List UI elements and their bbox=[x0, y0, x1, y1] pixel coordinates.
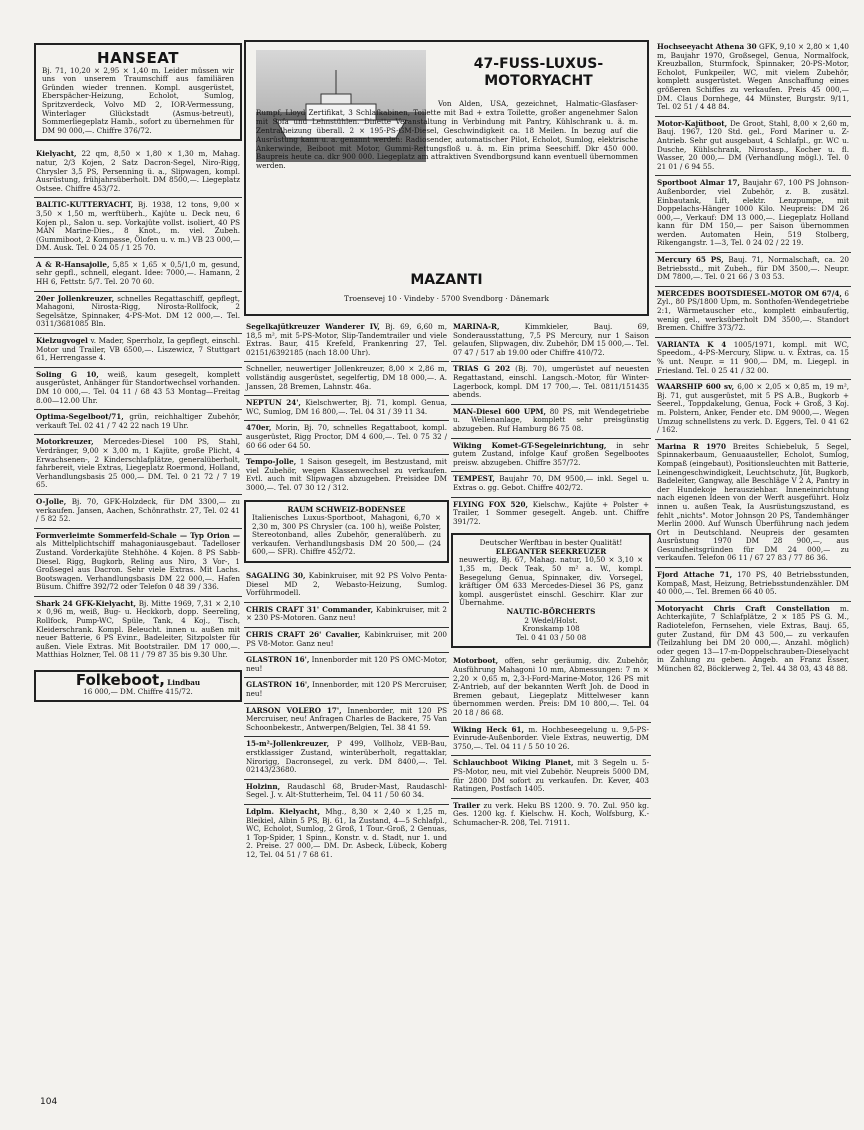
ad-text: Kabinkruiser, mit 200 PS V8-Motor. Ganz neu! bbox=[246, 630, 447, 648]
ad-text: 22 qm, 8,50 × 1,80 × 1,30 m, Mahag. natur, 2/3 Kojen, 2 Satz Dacron-Segel, Niro-Rigg, Chrysler 3,5 PS, Persenning ü. a., Slipwagen, kompl. Ausrüstung, frühjahrsüberholt. DM 8500,—. Liegeplatz Ostsee. Chiffre 453/72. bbox=[36, 149, 240, 193]
ad-text: 1005/1971, kompl. mit WC, Speedom., 4-PS-Mercury, Slipw. u. v. Extras, ca. 15 % unt. Neupr. = 11 900,— DM, m. Liegepl. in Friesland. Tel. 0 25 41 / 32 00. bbox=[657, 339, 849, 375]
hanseat-body: Bj. 71, 10,20 × 2,95 × 1,40 m. Leider müssen wir uns von unserem Traumschiff aus familiären Gründen wieder trennen. Kompl. ausgerüstet, Eberspächer-Heizung, Echolot, Sumlog, Spritzverdeck, Volvo MD 2, IOR-Vermessung, Winterlager Glückstadt (Asmus-betreut), Sommerliegeplatz Hamb., sofort zu übernehmen für DM 90 000,—. Chiffre 376/72. bbox=[42, 65, 234, 135]
ad-text: offen, sehr geräumig, div. Zubehör, Ausführung Mahagoni 10 mm, Abmessungen: 7 m × 2,20 × 0,65 m, 2,3-l-Ford-Marine-Motor, 126 PS mit Z-Antrieb, auf der bekannten Werft Joh. de Dood in Bremen gebaut, Liegeplatz Mittelweser kann übernommen werden. Preis: DM 10 800,—. Tel. 04 20 18 / 86 68. bbox=[453, 656, 649, 717]
classified-ad bbox=[244, 678, 449, 703]
ad-text: Bj. Mitte 1969, 7,31 × 2,10 × 0,96 m, weiß, Bug- u. Heckkorb, dopp. Seereling, Rollfock, Pump-WC, Spüle, Tank, 4 Koj., Tisch, Kleiderschrank. Kompl. Beleucht. innen u. außen mit neuer Batterie, 6 PS Evinr., Badeleiter, Sitzpolster für außen. Viele Extras. Mit Bootstrailer. DM 17 000,—. Matthias Holzner, Tel. 08 11 / 79 87 35 bis 9.30 Uhr. bbox=[36, 598, 240, 660]
classified-ad bbox=[655, 253, 851, 287]
folkeboot-text: 16 000,— DM. Chiffre 415/72. bbox=[83, 686, 193, 696]
classified-ad bbox=[655, 287, 851, 338]
col4-ads bbox=[655, 40, 851, 678]
ad-text: m. Hochbeseegelung u. 9,5-PS-Evinrude-Außenborder. Viele Extras, neuwertig, DM 3750,—. Tel. 04 11 / 5 50 10 26. bbox=[453, 724, 649, 751]
column-2 bbox=[244, 320, 449, 864]
col3-ads bbox=[451, 320, 651, 530]
classified-ad bbox=[451, 439, 651, 473]
classified-ad bbox=[244, 704, 449, 738]
classified-ad bbox=[34, 147, 242, 198]
ad-text: Bj. 70, GFK-Holzdeck, für DM 3300,— zu verkaufen. Jansen, Aachen, Schönrathstr. 27, Tel. 02 41 / 5 82 52. bbox=[36, 496, 240, 524]
ad-text: Innenborder mit 120 PS OMC-Motor, neu! bbox=[246, 655, 447, 673]
swiss-ad bbox=[244, 500, 449, 564]
classified-ad bbox=[34, 368, 242, 410]
classified-ad bbox=[34, 597, 242, 664]
ad-title: O-Jolle, bbox=[36, 496, 67, 506]
classified-ad bbox=[244, 653, 449, 678]
ad-text: Kabinkruiser, mit 2 × 230 PS-Motoren. Ganz neu! bbox=[246, 604, 447, 623]
ad-text: 6,00 × 2,05 × 0,85 m, 19 m², Bj. 71, gut ausgerüstet, mit 5 PS A.B., Bugkorb + Seerel., Toppdakelung, Genua, Fock + Groß, 3 Koj. m. Polstern, Anker, Fender etc. DM 9000,—. Wegen Umzug schnellstens zu verk. D. Eggers, Tel. 0 41 62 / 162. bbox=[657, 382, 850, 435]
werft-addr2: Kronskamp 108 bbox=[522, 624, 580, 634]
ad-title: Sportboot Almar 17, bbox=[657, 178, 740, 188]
ad-title: 15-m²-Jollenkreuzer, bbox=[246, 739, 330, 749]
ad-title: Fjord Attache 71, bbox=[657, 570, 733, 580]
ad-text: 5,85 × 1,65 × 0,5/1,0 m, gesund, sehr gepfl., schnell, elegant. Idee: 7000,—. Hamann, 2 HH 6, Fettstr. 5/7. Tel. 20 70 60. bbox=[36, 259, 240, 287]
classified-ad bbox=[655, 117, 851, 177]
classified-ad bbox=[451, 498, 651, 531]
werft-text: neuwertig, Bj. 67, Mahag. natur, 10,50 × 3,10 × 1,35 m, Deck Teak, 50 m² a. W., kompl. Besegelung Genua, Spinnaker, div. Vorsegel, kräftiger OM 633 Mercedes-Diesel 36 PS, ganz kompl. ausgerüstet einschl. Geschirr. Klar zur Übernahme. bbox=[459, 555, 643, 608]
ad-text: Breites Schiebeluk, 5 Segel, Spinnakerbaum, Genuaausteller, Echolot, Sumlog, Kompaß (eingebaut), Positionsleuchten mit Batterie, Leinengeschwindigkeit, Leuchtschutz, Jüt, Bugkorb, Badeleiter, Gangway, alle Beschläge V 2 A, Pantry in der Hundekoje herausziehbar. Inneneinrichtung nach eigenen Ideen von der Werft ausgeführt. Holz innen u. außen Teak, Ia Ausrüstungszustand, es fehlt „nichts". Motor Johnson 20 PS, Tandemhänger Merlin 2000. Auf Wunsch Überführung nach jedem Ort in Deutschland. Neupreis der gesamten Ausrüstung 1970 DM 28 900,—, aus Gesundheitsgründen für DM 24 000,— zu verkaufen. Telefon 06 11 / 67 27 83 / 77 86 36. bbox=[657, 441, 849, 563]
ad-text: weiß, kaum gesegelt, komplett ausgerüstet, Anhänger für Standortwechsel vorhanden. DM 10 000,—. Tel. 04 11 / 68 43 53 Montag—Freitag 8.00—12.00 Uhr. bbox=[36, 369, 240, 405]
ad-title: Hochseeyacht Athena 30 bbox=[657, 42, 757, 51]
ad-title: Segelkajütkreuzer Wanderer IV, bbox=[246, 322, 380, 331]
ad-title: Kielyacht, bbox=[36, 149, 77, 159]
ad-title: CHRIS CRAFT 31' Commander, bbox=[246, 604, 374, 614]
ad-title: VARIANTA K 4 bbox=[657, 339, 727, 349]
ad-title: Shark 24 GFK-Kielyacht, bbox=[36, 598, 137, 608]
werft-phone: Tel. 0 41 03 / 50 08 bbox=[515, 632, 587, 642]
ad-title: Tempo-Jolle, bbox=[246, 457, 297, 467]
classified-ad bbox=[34, 495, 242, 529]
folkeboot-ad bbox=[34, 670, 242, 702]
classified-ad bbox=[451, 799, 651, 832]
col2-ads-2 bbox=[244, 569, 449, 863]
feature-title: 47-FUSS-LUXUS-MOTORYACHT bbox=[473, 56, 604, 89]
ad-title: Soling G 10, bbox=[36, 369, 99, 379]
classified-ad bbox=[451, 723, 651, 757]
ad-text: Mhg., 8,30 × 2,40 × 1,25 m, Bleikiel, Albin 5 PS, Bj. 61, Ia Zustand, 4—5 Schlafpl., WC, Echolot, Sumlog, 2 Groß, 1 Tour.-Groß, 2 Genuas, 1 Top-Spider, 1 Spinn., Konstr. v. d. Stadt, nur 1. und 2. Preise. 27 000,— DM. Dr. Asbeck, Lübeck, Koberg 12, Tel. 04 51 / 7 68 61. bbox=[246, 806, 447, 859]
classified-ad bbox=[655, 176, 851, 253]
ad-title: 470er, bbox=[246, 423, 272, 433]
ad-title: Holzinn, bbox=[246, 781, 281, 791]
ad-text: (Bj. 70), umgerüstet auf neuesten Regattastand, einschl. Langsch.-Motor, für Winter-Lagerbock, kompl. DM 17 700,—. Tel. 0811/151435 abends. bbox=[453, 364, 649, 400]
classified-ad bbox=[244, 320, 449, 362]
ad-title: Motor-Kajütboot, bbox=[657, 118, 728, 128]
ad-title: MARINA-R, bbox=[453, 322, 500, 331]
classified-ad bbox=[244, 628, 449, 653]
classified-ad bbox=[244, 805, 449, 864]
classified-ad bbox=[655, 380, 851, 440]
ad-title: Wiking Heck 61, bbox=[453, 724, 524, 734]
ad-text: Kielschwerter, Bj. 71, kompl. Genua, WC, Sumlog, DM 16 800,—. Tel. 04 31 / 39 11 34. bbox=[246, 398, 447, 416]
classified-ad bbox=[244, 737, 449, 779]
classified-ad bbox=[451, 362, 651, 404]
classified-ad bbox=[34, 292, 242, 334]
feature-ad bbox=[244, 40, 649, 316]
werft-ad bbox=[451, 533, 651, 648]
ad-title: Marina R 1970 bbox=[657, 441, 726, 451]
ad-text: De Groot, Stahl, 8,00 × 2,60 m, Bauj. 1967, 120 Std. gel., Ford Mariner u. Z-Antrieb. Sehr gut ausgebaut, 4 Schlafpl., gr. WC u. Dusche, Kühlschrank, Nirostasp., Kocher u. fl. Wasser, 20 000,— DM (Verhandlung mögl.). Tel. 0 21 01 / 6 94 55. bbox=[657, 118, 849, 171]
ad-text: 6 Zyl., 80 PS/1800 Upm, m. Sonthofen-Wendegetriebe 2:1, Wärmetauscher etc., komplett einbaufertig, wenig gel., werksüberholt DM 3500,—. Standort Bremen. Chiffre 373/72. bbox=[657, 288, 849, 333]
ad-title: CHRIS CRAFT 26' Cavalier, bbox=[246, 630, 361, 640]
ad-text: Bauj. 71, Normalschaft, ca. 20 Betriebsstd., mit Zubeh., für DM 3500,—. Neupr. DM 7800,—. Tel. 0 21 66 / 3 03 53. bbox=[657, 255, 849, 282]
classified-ad bbox=[244, 421, 449, 455]
classified-ad bbox=[244, 603, 449, 628]
classified-ad bbox=[34, 410, 242, 435]
ad-text: schnelles Regattaschiff, gepflegt, Mahagoni, Nirosta-Rigg, Nirosta-Rollfock, 2 Segelsätze, Spinnaker, 4-PS-Mot. DM 12 000,—. Tel. 0311/3681085 Bln. bbox=[36, 293, 240, 329]
ad-title: Wiking Komet-GT-Segeleinrichtung, bbox=[453, 440, 607, 450]
ad-title: TRIAS G 202 bbox=[453, 364, 511, 374]
classified-ad bbox=[655, 440, 851, 568]
ad-text: zu verk. Heku BS 1200. 9. 70. Zul. 950 kg. Ges. 1200 kg. f. Kielschw. H. Koch, Wolfsburg, K.-Schumacher-R. 208, Tel. 71911. bbox=[453, 800, 649, 827]
classified-ad bbox=[34, 258, 242, 292]
classified-ad bbox=[655, 602, 851, 678]
classified-ad bbox=[451, 405, 651, 439]
classified-ad bbox=[655, 338, 851, 380]
werft-addr1: 2 Wedel/Holst. bbox=[524, 615, 578, 625]
ad-title: Motorboot, bbox=[453, 656, 499, 666]
ad-text: Raudaschl 68, Bruder-Mast, Raudaschl-Segel. J. v. Alt-Stutterheim, Tel. 04 11 / 50 60 34. bbox=[246, 781, 447, 800]
ad-text: Bj. 1938, 12 tons, 9,00 × 3,50 × 1,50 m, werftüberh., Kajüte u. Deck neu, 6 Kojen pl., Salon u. sep. Vorkajüte vollst. isoliert, 40 PS MAN Marine-Dies., 8 Knot., m. viel. Zubeh. (Gummiboot, 2 Kompasse, Ölofen u. v. m.) VB 23 000,— DM. Ausk. Tel. 0 24 05 / 1 25 70. bbox=[36, 200, 240, 253]
swiss-title: RAUM SCHWEIZ-BODENSEE bbox=[287, 504, 406, 514]
classified-ad bbox=[244, 362, 449, 396]
folkeboot-title: Folkeboot, bbox=[75, 671, 165, 690]
ad-text: 1 Saison gesegelt, im Bestzustand, mit viel Zubehör, wegen Klassenwechsel zu verkaufen. Evtl. auch mit Slipwagen abzugeben. Preisidee DM 3000,—. Tel. 07 30 12 / 312. bbox=[246, 457, 447, 492]
ad-title: Formverleimte Sommerfeld-Schale — Typ Orion — bbox=[36, 530, 240, 540]
ad-text: grün, reichhaltiger Zubehör, verkauft Tel. 02 41 / 7 42 22 nach 19 Uhr. bbox=[36, 412, 240, 430]
ad-title: Kielzugvogel bbox=[36, 336, 88, 346]
ad-title: Schlauchboot Wiking Planet, bbox=[453, 758, 574, 768]
classified-ad bbox=[655, 568, 851, 602]
ad-title: NEPTUN 24', bbox=[246, 398, 301, 408]
ad-text: Kimmkieler, Bauj. 69, Sonderausstattung, 7,5 PS Mercury, nur 1 Saison gelaufen, Slipwagen, div. Zubehör, DM 15 000,—. Tel. 07 47 / 517 ab 19.00 oder Chiffre 410/72. bbox=[453, 322, 649, 357]
ad-title: GLASTRON 16', bbox=[246, 680, 310, 690]
ad-text: Baujahr 67, 100 PS Johnson-Außenborder, viel Zubehör, z. B. zusätzl. Einbautank, Lift, elektr. Lenzpumpe, mit Doppelachs-Hänger 1000 Kilo. Neupreis: DM 26 000,—, Verkauf: DM 13 000,—. Liegeplatz Holland kann für DM 150,— per Saison übernommen werden. Automaten Hein, 519 Stolberg, Rikengangstr. 1—3, Tel. 0 24 02 / 22 19. bbox=[657, 178, 849, 248]
ad-title: Motorkreuzer, bbox=[36, 437, 94, 447]
ad-title: Motoryacht Chris Craft Constellation bbox=[657, 603, 830, 613]
ad-title: A & R-Hansajolle, bbox=[36, 259, 110, 269]
ad-text: Innenborder, mit 120 PS Mercruiser, neu! Anfragen Charles de Backere, 75 Van Schoonbekestr., Antwerpen/Belgien, Tel. 38 41 59. bbox=[246, 705, 448, 732]
ad-text: P 499, Vollholz, VEB-Bau, erstklassiger Zustand, winterüberholt, regattaklar, Nirorigg, Dacronsegel, zu verk. DM 8400,—. Tel. 02143/23680. bbox=[246, 739, 447, 775]
ad-text: Mercedes-Diesel 100 PS, Stahl, Verdränger, 9,00 × 3,00 m, 1 Kajüte, große Plicht, 4 Erwachsenen-, 2 Kinderschlafplätze, generalüberholt, fahrbereit, viele Extras, Liegeplatz Roermond, Holland, Verhandlungsbasis 25 000,— DM. Tel. 0 21 72 / 7 19 65. bbox=[36, 437, 240, 490]
ad-title: MAN-Diesel 600 UPM, bbox=[453, 406, 546, 416]
ad-title: MERCEDES BOOTSDIESEL-MOTOR OM 67/4, bbox=[657, 288, 842, 298]
ad-title: Mercury 65 PS, bbox=[657, 255, 724, 265]
classified-ad bbox=[451, 654, 651, 722]
hanseat-title: HANSEAT bbox=[97, 49, 179, 67]
column-1 bbox=[34, 40, 242, 708]
ad-title: FLYING FOX 520, bbox=[453, 499, 529, 509]
column-4 bbox=[655, 40, 851, 678]
ad-text: Schneller, neuwertiger Jollenkreuzer, 8,00 × 2,86 m, vollständig ausgerüstet, segelfertig, DM 18 000,—. A. Janssen, 28 Bremen, Lahnstr. 46a. bbox=[246, 364, 447, 391]
ad-text: v. Mader, Sperrholz, Ia gepflegt, einschl. Motor und Trailer, VB 6500,—. Liszewicz, 7 Stuttgart 61, Herrengasse 4. bbox=[36, 336, 240, 363]
feature-body: Von Alden, USA, gezeichnet, Halmatic-Glasfaser-Rumpf, Lloyd Zertifikat, 3 Schlafkabinen, Toilette mit Bad + extra Toilette, großer angenehmer Salon mit Sofa und Lehnstühlen. Dinette Veranstaltung in Verbindung mit Pantry, Kühlschrank u. ä. m. Zentralheizung überall. 2 × 195-PS-GM-Diesel, Geschwindigkeit ca. 18 Meilen. In bezug auf die Ausrüstung kann u. a. genannt werden: Radiosender, automatischer Pilot, Echolot, Sumlog, elektrische Ankerwinde, Beiboot mit Motor, Gummi-Rettungsfloß u. ä. m. Ein prima Seeschiff. Dkr 450 000. Baupreis heute ca. dkr 900 000. Liegeplatz am attraktiven Svendborgsund kann eventuell übernommen werden. bbox=[256, 99, 638, 171]
ad-title: LARSON VOLERO 17', bbox=[246, 705, 342, 715]
classified-ad bbox=[655, 40, 851, 117]
classified-ad bbox=[244, 455, 449, 496]
col1-ads bbox=[34, 147, 242, 664]
classified-ad bbox=[244, 569, 449, 603]
swiss-text: Italienisches Luxus-Sportboot, Mahagoni, 6,70 × 2,30 m, 300 PS Chrysler (ca. 100 h), weiße Polster, Stereotonband, alles Zubehör, generalüberh. zu verkaufen. Verhandlungsbasis DM 20 500,— (24 600,— SFR). Chiffre 452/72. bbox=[252, 513, 441, 557]
ad-text: GFK, 9,10 × 2,80 × 1,40 m, Baujahr 1970, Großsegel, Genua, Normalfock, Kreuzballon, Sturmfock, Spinnaker, 20-PS-Motor, Echolot, Funkpeiler, WC, mit vielem Zubehör, komplett ausgerüstet. Wegen Anschaffung eines größeren Schiffes zu verkaufen. Preis 45 000,— DM. Claus Dornhege, 44 Münster, Burgstr. 9/11, Tel. 02 51 / 4 48 84. bbox=[657, 42, 849, 112]
classified-ad bbox=[451, 320, 651, 362]
hanseat-ad bbox=[34, 43, 242, 141]
classified-ad bbox=[34, 529, 242, 597]
col2-ads bbox=[244, 320, 449, 497]
ad-title: Trailer bbox=[453, 800, 481, 810]
feature-brand: MAZANTI bbox=[410, 272, 483, 288]
classified-ad bbox=[34, 198, 242, 258]
ad-title: Ldplm. Kielyacht, bbox=[246, 806, 320, 816]
folkeboot-maker: Lindbau bbox=[167, 678, 201, 688]
ad-title: WAARSHIP 600 sv, bbox=[657, 382, 735, 392]
ad-text: m. Achterkajüte, 7 Schlafplätze, 2 × 185 PS G. M., Radiotelefon, Fernsehen, viele Extras, Bauj. 65, guter Zustand, für DM 43 500,— zu verkaufen (Teilzahlung bei DM 20 000,—. Anzahl. möglich) oder gegen 13—17-m-Doppelschrauben-Dieselyacht in Zahlung zu geben. Angeb. an Franz Esser, München 82, Böcklerweg 2, Tel. 44 38 03, 43 48 88. bbox=[657, 603, 849, 673]
classified-ad bbox=[244, 396, 449, 421]
ad-text: in sehr gutem Zustand, infolge Kauf großen Segelbootes preisw. abzugeben. Chiffre 357/72. bbox=[453, 440, 649, 467]
classified-ad bbox=[451, 472, 651, 497]
ad-title: SAGALING 30, bbox=[246, 571, 306, 581]
werft-seller: NAUTIC-BÖRCHERTS bbox=[506, 607, 596, 617]
ad-title: Optima-Segelboot/71, bbox=[36, 412, 124, 422]
column-3 bbox=[451, 320, 651, 832]
classified-ad bbox=[34, 435, 242, 495]
ad-title: BALTIC-KUTTERYACHT, bbox=[36, 200, 134, 210]
ad-text: Kielschw., Kajüte + Polster + Trailer, 1 Sommer gesegelt. Angeb. unt. Chiffre 391/72. bbox=[453, 499, 649, 526]
ad-title: 20er Jollenkreuzer, bbox=[36, 293, 115, 303]
ad-title: GLASTRON 16', bbox=[246, 655, 310, 665]
ad-text: Baujahr 70, DM 9500,— inkl. Segel u. Extras o. gg. Gebot. Chiffre 402/72. bbox=[453, 474, 649, 492]
werft-title: ELEGANTER SEEKREUZER bbox=[495, 546, 607, 556]
feature-address: Troensevej 10 · Vindeby · 5700 Svendborg · Dänemark bbox=[344, 294, 549, 303]
werft-intro: Deutscher Werftbau in bester Qualität! bbox=[479, 538, 623, 548]
ad-text: Kabinkruiser, mit 92 PS Volvo Penta-Diesel MD 2, Webasto-Heizung, Sumlog. Vorführmodell. bbox=[246, 571, 447, 598]
classified-ad bbox=[451, 756, 651, 798]
classified-ad bbox=[244, 780, 449, 805]
classified-ad bbox=[34, 334, 242, 368]
col3-ads-2 bbox=[451, 654, 651, 831]
ad-title: TEMPEST, bbox=[453, 474, 495, 484]
ad-text: Bj. 69, 6,60 m, 18,5 m², mit 5-PS-Motor, Slip-Tandemtrailer und viele Extras. Baur, 415 Krefeld, Frankenring 27, Tel. 02151/6392185 (nach 18.00 Uhr). bbox=[246, 322, 447, 357]
ad-text: 80 PS, mit Wendegetriebe u. Wellenanlage, komplett sehr preisgünstig abzugeben. Ruf Hamburg 86 75 08. bbox=[453, 406, 649, 433]
ad-text: als Mittelplichtschiff mahagoniausgebaut. Tadelloser Zustand. Vorderkajüte Stehhöhe. 4 Kojen. 8 PS Sabb-Diesel. Rigg, Bugkorb, Reling aus Niro, 3 Vor-, 1 Großsegel aus Dacron. Sehr viele Extras. Mit Lachs. Bootswagen. Verhandlungsbasis DM 22 000,—. Hafen Büsum. Chiffre 392/72 oder Telefon 0 48 39 / 336. bbox=[36, 539, 240, 592]
ad-text: 170 PS, 40 Betriebsstunden, Kompaß, Mast, Heizung, Betriebsstundenzähler. DM 40 000,—. Tel. Bremen 66 40 05. bbox=[657, 570, 850, 597]
ad-text: mit 3 Segeln u. 5-PS-Motor, neu, mit viel Zubehör. Neupreis 5000 DM, für 2800 DM sofort zu verkaufen. Dr. Kever, 403 Ratingen, Postfach 1405. bbox=[453, 758, 649, 794]
page-number: 104 bbox=[40, 1097, 58, 1107]
ad-text: Morin, Bj. 70, schnelles Regattaboot, kompl. ausgerüstet, Rigg Proctor, DM 4 600,—. Tel. 0 75 32 / 60 66 oder 64 50. bbox=[246, 423, 447, 450]
ad-text: Innenborder, mit 120 PS Mercruiser, neu! bbox=[246, 680, 447, 698]
